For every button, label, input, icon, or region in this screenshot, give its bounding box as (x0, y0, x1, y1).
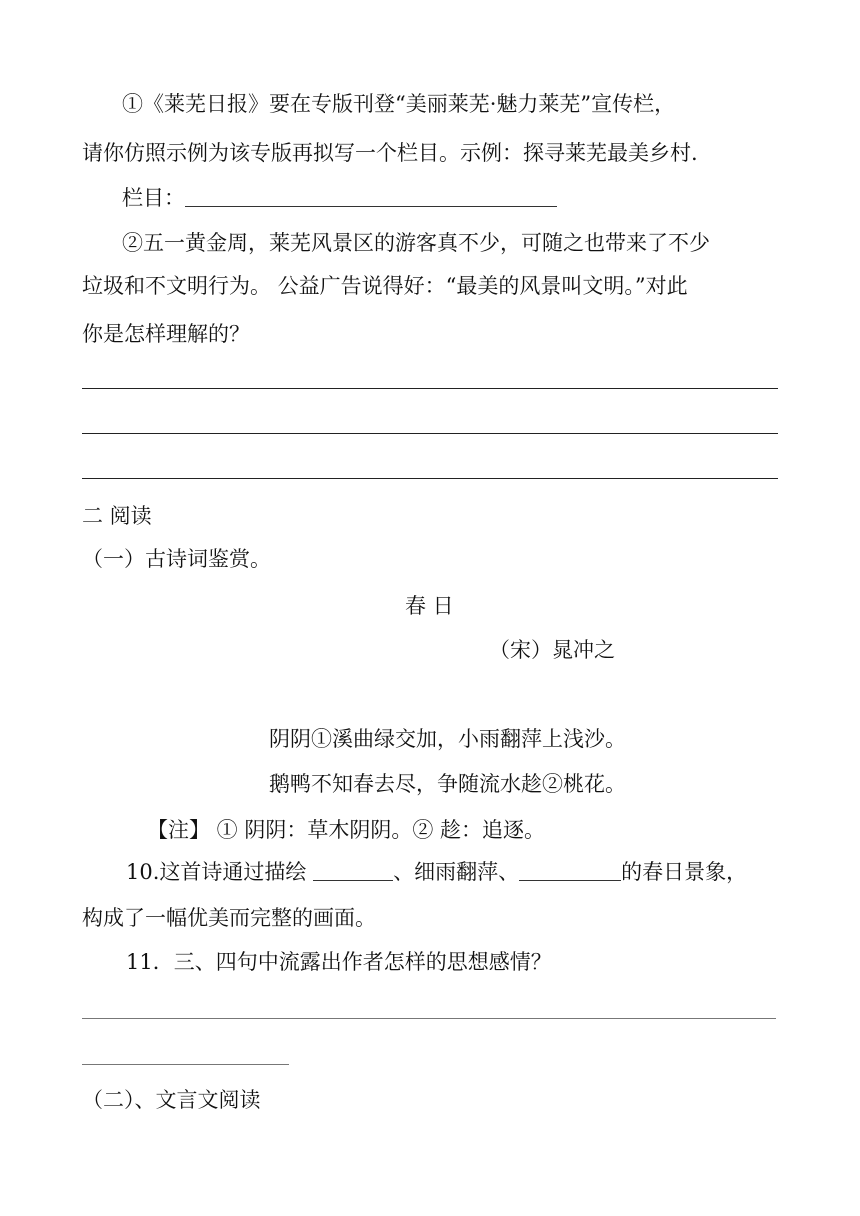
question-10-blank-2[interactable] (519, 860, 621, 881)
question-11: 11．三、四句中流露出作者怎样的思想感情？ (126, 950, 552, 974)
q11-answer-line-2[interactable] (82, 1064, 289, 1065)
subsection-classical-chinese: （二）、文言文阅读 (82, 1088, 261, 1112)
poem-author: （宋）晁冲之 (489, 638, 615, 662)
column-label: 栏目： (122, 186, 185, 210)
answer-line-1[interactable] (82, 388, 778, 389)
poem-line-2: 鹅鸭不知春去尽，争随流水趁②桃花。 (269, 772, 626, 796)
question-10-suffix: 的春日景象， (621, 860, 748, 884)
section-heading-reading: 二 阅读 (82, 504, 152, 528)
subsection-poetry: （一）古诗词鉴赏。 (82, 547, 271, 571)
question-1-line-1: ①《莱芜日报》要在专版刊登“美丽莱芜·魅力莱芜”宣传栏， (122, 92, 676, 116)
answer-line-2[interactable] (82, 433, 778, 434)
poem-title: 春 日 (405, 594, 454, 618)
question-10-line-2: 构成了一幅优美而完整的画面。 (82, 906, 376, 930)
poem-note: 【注】 ① 阴阴：草木阴阴。② 趁：追逐。 (147, 818, 546, 842)
column-answer-row (122, 184, 557, 212)
answer-line-3[interactable] (82, 478, 778, 479)
question-10-line-1 (126, 858, 747, 886)
question-2-line-2: 垃圾和不文明行为。 公益广告说得好：“最美的风景叫文明。”对此 (82, 274, 688, 298)
column-answer-blank[interactable] (185, 186, 557, 207)
question-2-line-1: ②五一黄金周，莱芜风景区的游客真不少，可随之也带来了不少 (122, 231, 710, 255)
question-1-line-2: 请你仿照示例为该专版再拟写一个栏目。示例：探寻莱芜最美乡村. (82, 141, 698, 165)
question-2-line-3: 你是怎样理解的？ (82, 322, 250, 346)
poem-line-1: 阴阴①溪曲绿交加，小雨翻萍上浅沙。 (269, 727, 626, 751)
question-10-middle: 、细雨翻萍、 (393, 860, 520, 884)
question-10-blank-1[interactable] (313, 860, 393, 881)
q11-answer-line-1[interactable] (82, 1018, 776, 1019)
question-10-prefix: 10.这首诗通过描绘 (126, 860, 314, 884)
